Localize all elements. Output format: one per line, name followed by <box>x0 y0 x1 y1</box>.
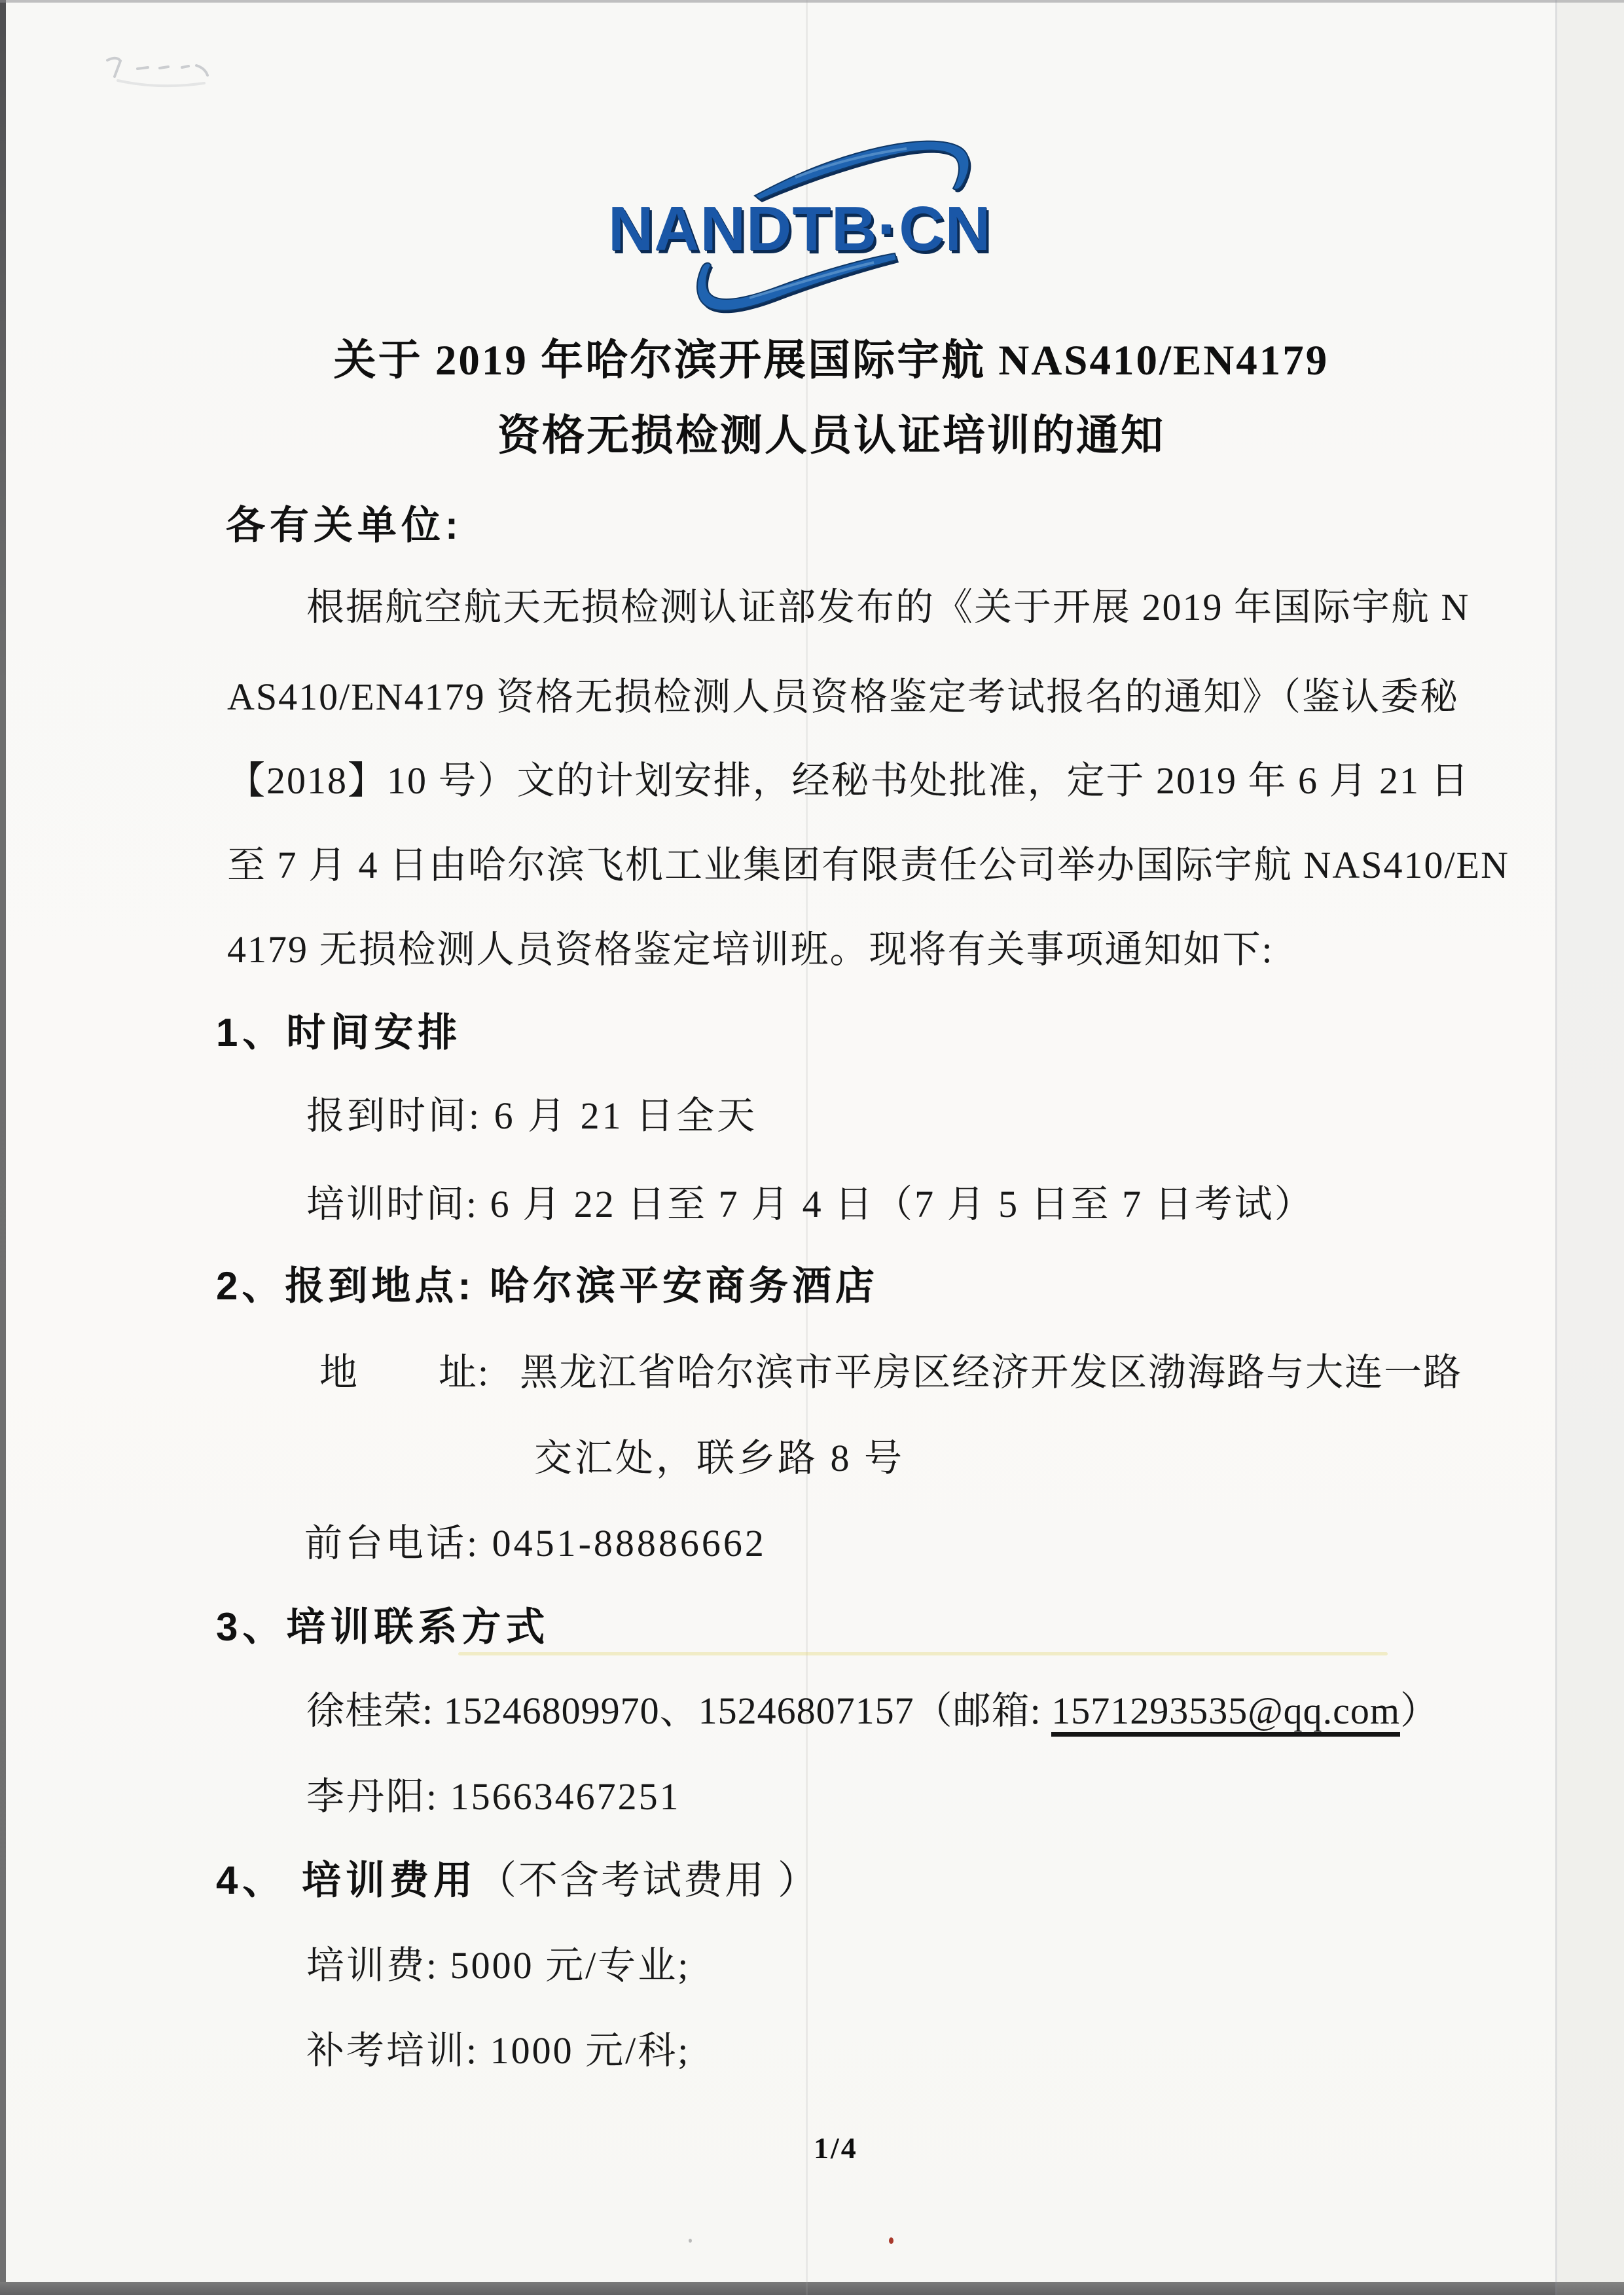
pencil-scribble <box>92 52 236 98</box>
contact1-names-phones: 徐桂荣: 15246809970、15246807157（邮箱: <box>306 1690 1052 1732</box>
section4-heading-note: （不含考试费用 ） <box>477 1859 820 1902</box>
intro-line: AS410/EN4179 资格无损检测人员资格鉴定考试报名的通知》（鉴认委秘 <box>227 676 1460 718</box>
section3-contact1 <box>306 1680 1439 1737</box>
section3-contact2: 李丹阳: 15663467251 <box>306 1775 681 1818</box>
section2-address-line1 <box>319 1341 1462 1396</box>
notice-title-line2: 资格无损检测人员认证培训的通知 <box>497 412 1165 460</box>
gray-speck <box>689 2239 692 2243</box>
contact1-email: 1571293535@qq.com <box>1051 1692 1400 1737</box>
salutation: 各有关单位: <box>226 503 463 547</box>
section4-heading <box>216 1849 819 1906</box>
logo-text: NANDTB·CN <box>608 194 991 264</box>
section4-heading-bold: 4、 培训费用 <box>216 1858 478 1902</box>
section4-retake-fee: 补考培训: 1000 元/科; <box>306 2029 691 2072</box>
address-text: 黑龙江省哈尔滨市平房区经济开发区渤海路与大连一路 <box>520 1351 1463 1394</box>
section3-heading: 3、培训联系方式 <box>216 1605 550 1649</box>
intro-line: 4179 无损检测人员资格鉴定培训班。现将有关事项通知如下: <box>227 928 1274 971</box>
scanner-edge-left <box>0 0 6 2295</box>
section1-training-time: 培训时间: 6 月 22 日至 7 月 4 日（7 月 5 日至 7 日考试） <box>306 1183 1314 1225</box>
scanner-edge-bottom <box>0 2282 1624 2295</box>
address-label-part2: 址: <box>439 1351 490 1394</box>
contact1-close-paren: ） <box>1400 1690 1439 1732</box>
section2-address-line2: 交汇处，联乡路 8 号 <box>534 1437 905 1479</box>
notice-title-line1: 关于 2019 年哈尔滨开展国际宇航 NAS410/EN4179 <box>333 337 1329 384</box>
intro-line: 至 7 月 4 日由哈尔滨飞机工业集团有限责任公司举办国际宇航 NAS410/EN <box>227 844 1509 886</box>
section2-front-desk-phone: 前台电话: 0451-88886662 <box>304 1522 767 1564</box>
address-label-part1: 地 <box>319 1351 359 1394</box>
red-speck <box>889 2237 893 2244</box>
section4-training-fee: 培训费: 5000 元/专业; <box>306 1944 691 1987</box>
highlight-streak <box>458 1652 1388 1655</box>
section1-registration-time: 报到时间: 6 月 21 日全天 <box>306 1094 758 1137</box>
scanner-edge-top <box>0 0 1624 3</box>
intro-line: 根据航空航天无损检测认证部发布的《关于开展 2019 年国际宇航 N <box>306 586 1470 628</box>
nandtb-logo <box>599 126 1051 323</box>
page-number: 1/4 <box>814 2131 858 2165</box>
section1-heading: 1、时间安排 <box>216 1011 462 1055</box>
section2-heading: 2、报到地点: 哈尔滨平安商务酒店 <box>216 1264 879 1308</box>
intro-line: 【2018】10 号）文的计划安排，经秘书处批准，定于 2019 年 6 月 21 日 <box>227 759 1470 802</box>
